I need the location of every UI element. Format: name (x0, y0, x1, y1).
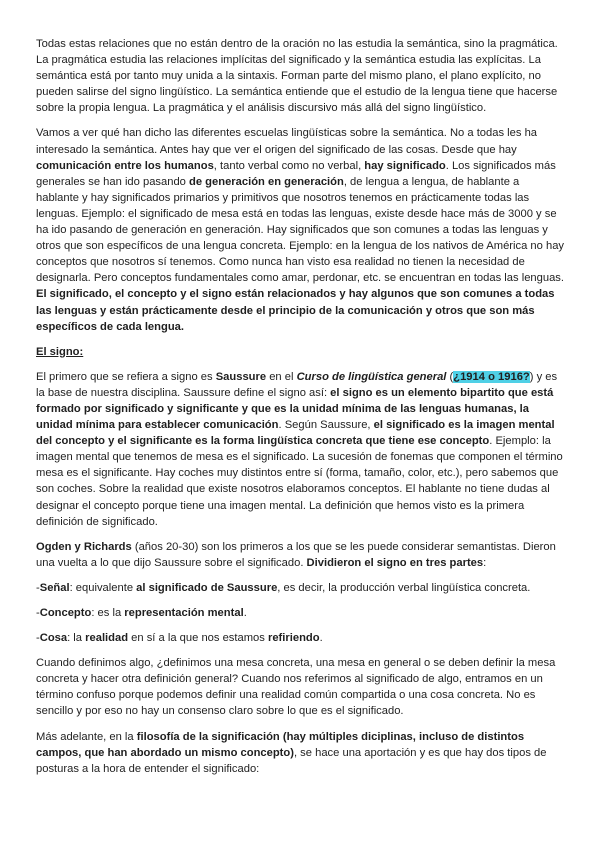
document-page (36, 36, 564, 786)
section-heading-el-signo: El signo: (36, 345, 84, 358)
list-item-senal: -Señal: equivalente al significado de Saussure, es decir, la producción verbal lingüística concreta. (36, 581, 531, 594)
paragraph-definicion: Cuando definimos algo, ¿definimos una mesa concreta, una mesa en general o se deben definir la mesa concreta y hacer otra definición general? Cuando nos referimos al significado de algo, entramos en un término confuso porque podemos definir una realidad común compartida o una cosa concreta. No es sencillo y por eso no hay un consenso claro sobre lo que es el significado. (36, 657, 556, 718)
list-item-concepto: -Concepto: es la representación mental. (36, 607, 247, 619)
paragraph-ogden-richards: Ogden y Richards (años 20-30) son los primeros a los que se les puede considerar semantistas. Dieron una vuelta a lo que dijo Saussure sobre el significado. Dividieron el signo en tres partes: (36, 540, 556, 569)
list-item-cosa: -Cosa: la realidad en sí a la que nos estamos refiriendo. (36, 632, 323, 645)
paragraph-saussure: El primero que se refiera a signo es Saussure en el Curso de lingüística general (¿1914 o 1916?) y es la base de nuestra disciplina. Saussure define el signo así: el signo es un elemento bipartito que está formado por significado y significante y que es la unidad mínima de las lenguas humanas, la unidad mínima para establecer comunicación. Según Saussure, el significado es la imagen mental del concepto y el significante es la forma lingüística concreta que tiene ese concepto. Ejemplo: la imagen mental que tenemos de mesa es el significado. La sucesión de fonemas que componen el término mesa es el significante. Hay coches muy distintos entre sí (forma, tamaño, color, etc.), pero sabemos que son coches. Sobre la realidad que existe nosotros elaboramos conceptos. El hablante no tiene dudas al designar el concepto porque tiene una imagen mental. La definición que hemos visto es la primera definición de significado. (36, 370, 563, 528)
paragraph-filosofia-significacion: Más adelante, en la filosofía de la significación (hay múltiples diciplinas, incluso de distintos campos, que han abordado un mismo concepto), se hace una aportación y es que hay dos tipos de posturas a la hora de entender el significado: (36, 730, 547, 775)
highlighted-date-note: ¿1914 o 1916? (453, 370, 530, 383)
paragraph-semantica-pragmatica: Todas estas relaciones que no están dentro de la oración no las estudia la semántica, sino la pragmática. La pragmática estudia las relaciones implícitas del significado y la semántica estudia las explícitas. La semántica está por tanto muy unida a la sintaxis. Forman parte del mismo plano, el plano explícito, no pueden salirse del signo lingüístico. La semántica entiende que el estudio de la lengua tiene que hacerse sobre la propia lengua. La pragmática y el análisis discursivo más allá del signo lingüístico. (36, 38, 558, 115)
paragraph-escuelas-linguisticas: Vamos a ver qué han dicho las diferentes escuelas lingüísticas sobre la semántica. No a todas les ha interesado la semántica. Antes hay que ver el origen del significado de las cosas. Desde que hay comunicación entre los humanos, tanto verbal como no verbal, hay significado. Los significados más generales se han ido pasando de generación en generación, de lengua a lengua, de hablante a hablante y hay significados primarios y primitivos que nosotros tenemos en prácticamente todas las lenguas. Ejemplo: el significado de mesa está en todas las lenguas, existe desde hace más de 3000 y se ha ido pasando de generación en generación. Hay significados que son comunes a todas las lenguas y otros que son específicos de una lengua concreta. Ejemplo: en la lengua de los nativos de América no hay conceptos que nosotros sí tenemos. Como nunca han visto esa realidad no tienen la necesidad de designarla. Pero conceptos fundamentales como amar, perdonar, etc. se encuentran en todas las lenguas. El significado, el concepto y el signo están relacionados y hay algunos que son comunes a todas las lenguas y están prácticamente desde el principio de la comunicación y otros que son más específicos de cada lengua. (36, 127, 565, 333)
